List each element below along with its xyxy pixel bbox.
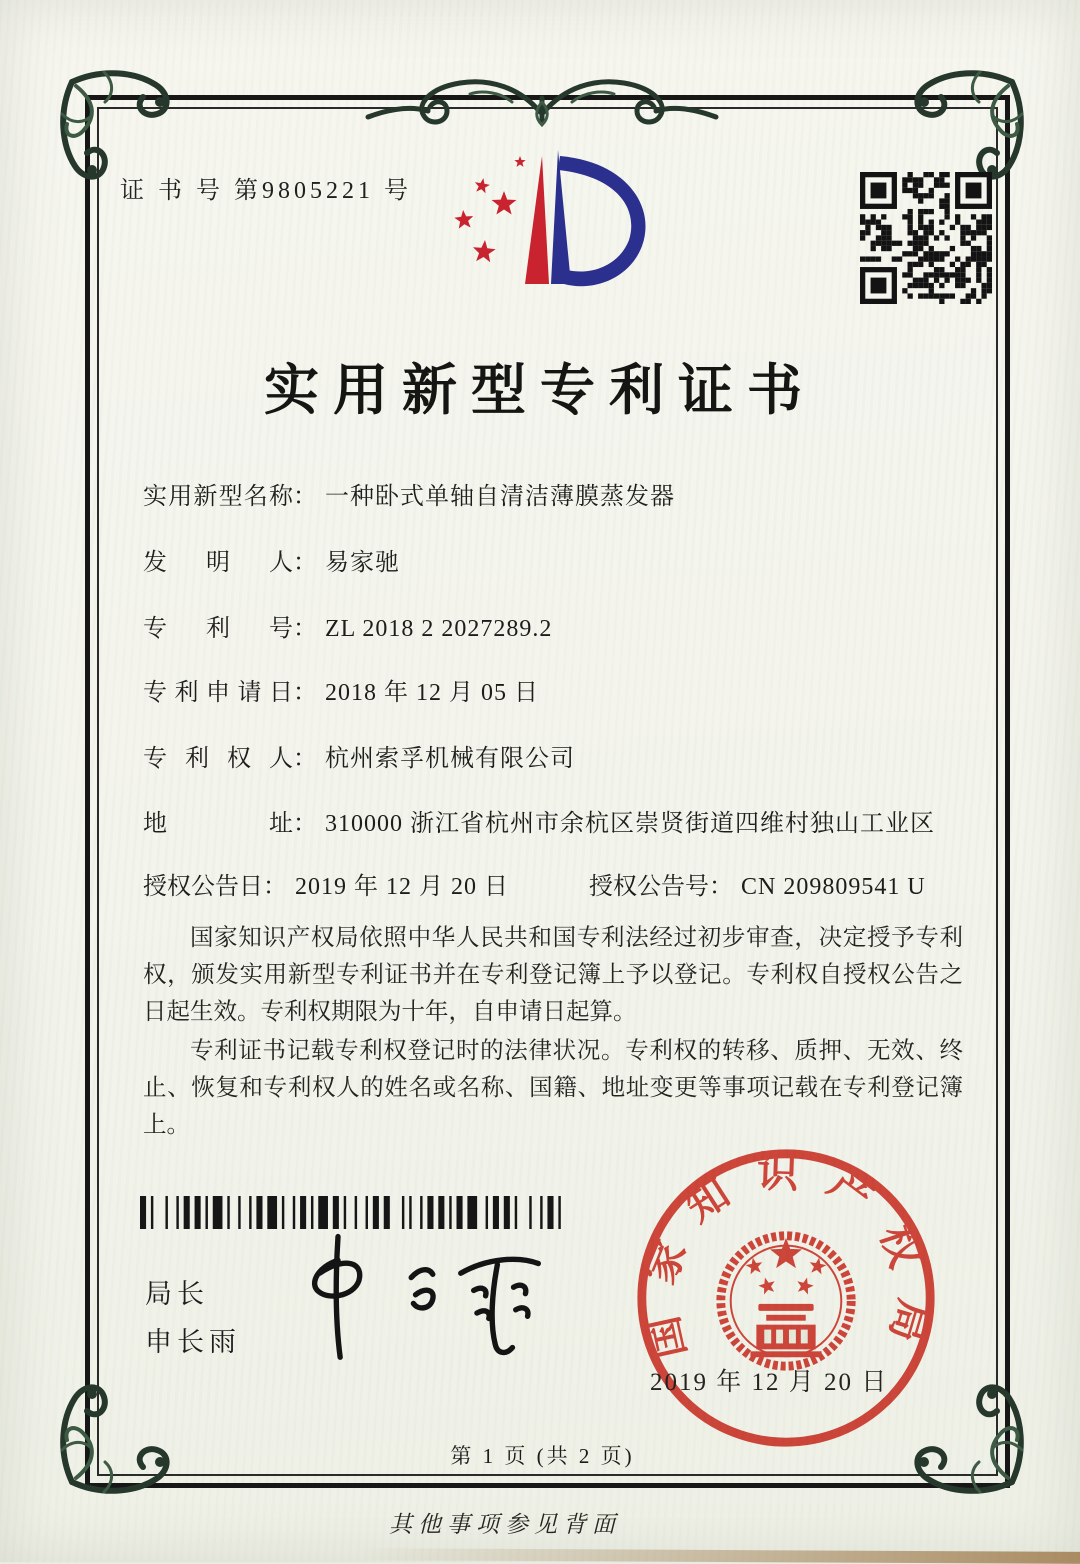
field-colon: ：: [263, 874, 287, 900]
issuer-name: 申长雨: [145, 1327, 241, 1357]
grant-number-value: CN 209809541 U: [741, 874, 926, 900]
field-colon: ：: [293, 811, 317, 837]
field-value: 2018 年 12 月 05 日: [325, 680, 539, 706]
field-row-utility-model-name: [143, 476, 975, 511]
field-label: 实用新型名称: [143, 484, 293, 510]
legal-paragraph-grant: 国家知识产权局依照中华人民共和国专利法经过初步审查，决定授予专利权，颁发实用新型专利证书并在专利登记簿上予以登记。专利权自授权公告之日起生效。专利权期限为十年，自申请日起算。: [143, 925, 963, 1025]
grant-date-label: 授权公告日: [143, 874, 263, 900]
commissioner-signature-icon: [282, 1228, 562, 1368]
barcode-icon: [140, 1196, 562, 1229]
cnipa-patent-logo-icon: [448, 146, 663, 334]
national-ip-administration-seal-icon: [628, 1140, 944, 1456]
grant-number-label: 授权公告号: [589, 874, 709, 900]
field-row-inventor: [143, 542, 975, 577]
certificate-number: 证 书 号 第9805221 号: [120, 178, 412, 204]
field-row-filing-date: [143, 672, 975, 707]
field-value: ZL 2018 2 2027289.2: [325, 616, 553, 642]
pagination: 第 1 页 (共 2 页): [450, 1444, 635, 1468]
grant-date-pair: [143, 866, 509, 901]
certificate-title: 实用新型专利证书: [263, 360, 817, 421]
field-row-grant: [143, 866, 975, 901]
field-colon: ：: [709, 874, 733, 900]
field-value: 一种卧式单轴自清洁薄膜蒸发器: [325, 484, 675, 510]
field-colon: ：: [293, 680, 317, 706]
field-label: 专利号: [143, 616, 293, 642]
field-label: 发明人: [143, 550, 293, 576]
qr-code-icon: [860, 172, 992, 304]
field-row-patentee: [143, 738, 975, 773]
field-colon: ：: [293, 616, 317, 642]
national-emblem-icon: [721, 1236, 851, 1366]
field-colon: ：: [293, 746, 317, 772]
field-colon: ：: [293, 550, 317, 576]
grant-number-pair: [589, 866, 926, 901]
seal-date: 2019 年 12 月 20 日: [650, 1369, 889, 1396]
field-label: 地址: [143, 811, 293, 837]
field-row-address: [143, 803, 975, 838]
issuer-role: 局长: [145, 1279, 209, 1309]
corner-flourish-top-right-icon: [902, 52, 1042, 192]
back-note: 其他事项参见背面: [389, 1512, 621, 1537]
field-value: 杭州索孚机械有限公司: [325, 746, 575, 772]
grant-date-value: 2019 年 12 月 20 日: [295, 874, 509, 900]
field-row-patent-number: [143, 608, 975, 643]
top-center-scroll-ornament-icon: [362, 50, 722, 140]
legal-text-block: [143, 920, 963, 1146]
field-label: 专利申请日: [143, 680, 293, 706]
seal-agency-text: 国家知识产权局: [634, 1149, 938, 1372]
field-value: 易家驰: [325, 550, 400, 576]
legal-paragraph-register: 专利证书记载专利权登记时的法律状况。专利权的转移、质押、无效、终止、恢复和专利权人的姓名或名称、国籍、地址变更等事项记载在专利登记簿上。: [143, 1038, 963, 1138]
field-colon: ：: [293, 484, 317, 510]
field-label: 专利权人: [143, 746, 293, 772]
field-value: 310000 浙江省杭州市余杭区崇贤街道四维村独山工业区: [325, 811, 935, 837]
